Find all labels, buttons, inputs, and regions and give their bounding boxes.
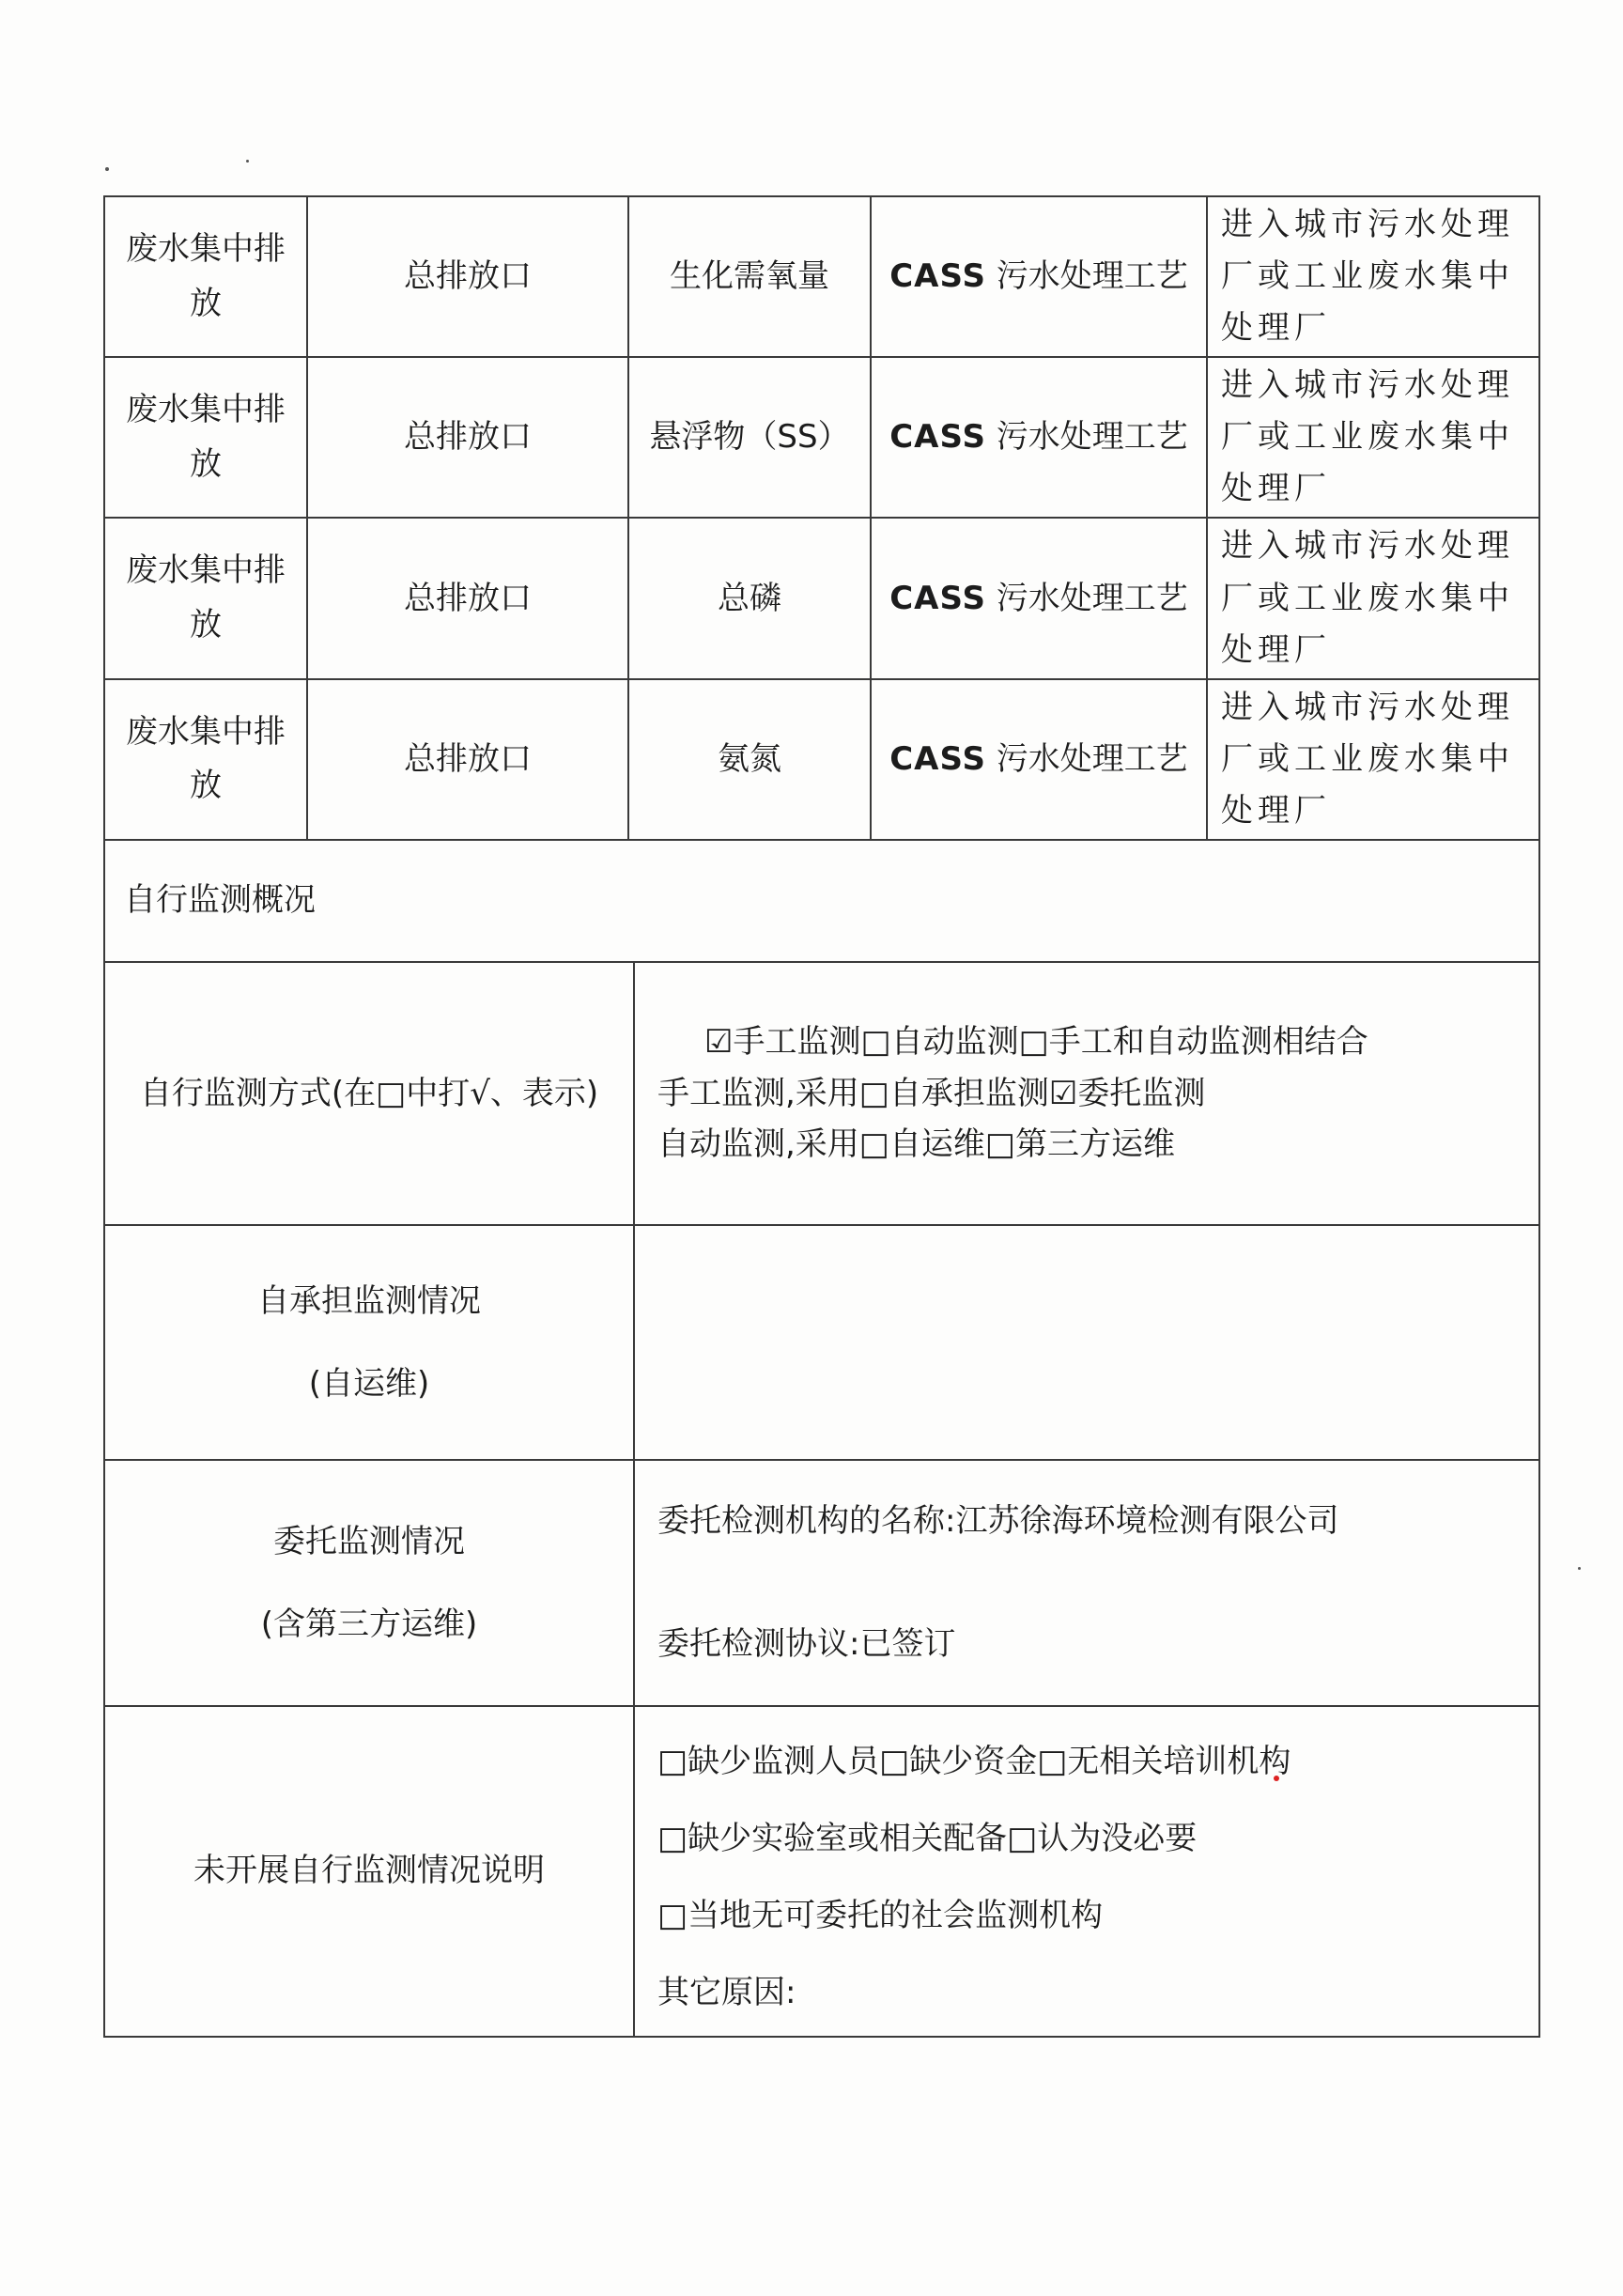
discharge-type-cell: 废水集中排放 [104, 357, 307, 518]
agency-line [657, 1497, 1516, 1545]
destination-cell: 进入城市污水处理厂或工业废水集中处理厂 [1207, 357, 1539, 518]
scan-speck [1578, 1567, 1581, 1570]
agency-name: 江苏徐海环境检测有限公司 [955, 1501, 1339, 1540]
self-undertaken-label-line: (自运维) [308, 1364, 430, 1403]
destination-cell: 进入城市污水处理厂或工业废水集中处理厂 [1207, 518, 1539, 678]
tech-name: 污水处理工艺 [996, 257, 1188, 296]
tech-code: CASS [889, 418, 986, 457]
not-conducted-reasons [634, 1706, 1539, 2037]
self-undertaken-value [634, 1225, 1539, 1460]
pollutant-cell: 生化需氧量 [628, 196, 871, 357]
tech-code: CASS [889, 257, 986, 296]
monitoring-sheet [103, 195, 1538, 2038]
commissioned-row [104, 1460, 1539, 1706]
not-conducted-label: 未开展自行监测情况说明 [104, 1706, 634, 2037]
treatment-tech-cell [871, 679, 1207, 840]
destination-cell: 进入城市污水处理厂或工业废水集中处理厂 [1207, 196, 1539, 357]
agreement-status: 已签订 [859, 1624, 956, 1663]
tech-name: 污水处理工艺 [996, 579, 1188, 617]
self-undertaken-row [104, 1225, 1539, 1460]
discharge-type-cell: 废水集中排放 [104, 679, 307, 840]
pollutant-cell: 氨氮 [628, 679, 871, 840]
agency-label: 委托检测机构的名称: [657, 1501, 956, 1540]
self-undertaken-label-line: 自承担监测情况 [257, 1281, 481, 1320]
treatment-tech-cell [871, 518, 1207, 678]
monitoring-method-label: 自行监测方式(在□中打√、表示) [104, 962, 634, 1225]
commissioned-label-line: 委托监测情况 [273, 1522, 465, 1560]
auto-method-option-line: 自动监测,采用□自运维□第三方运维 [657, 1125, 1176, 1164]
self-undertaken-label [104, 1225, 634, 1460]
reason-option-line: □当地无可委托的社会监测机构 [657, 1896, 1104, 1934]
method-option-line: ☑手工监测□自动监测□手工和自动监测相结合 [704, 1023, 1368, 1062]
treatment-tech-cell [871, 357, 1207, 518]
discharge-table [103, 195, 1540, 841]
reason-option-line: □缺少监测人员□缺少资金□无相关培训机构 [657, 1742, 1291, 1780]
discharge-type-cell: 废水集中排放 [104, 196, 307, 357]
discharge-row [104, 357, 1539, 518]
treatment-tech-cell [871, 196, 1207, 357]
outlet-cell: 总排放口 [307, 196, 628, 357]
scan-speck [105, 167, 109, 171]
outlet-cell: 总排放口 [307, 518, 628, 678]
discharge-row [104, 679, 1539, 840]
self-monitoring-table [103, 839, 1540, 2038]
section-title: 自行监测概况 [104, 840, 1539, 962]
not-conducted-row [104, 1706, 1539, 2037]
commissioned-label-line: (含第三方运维) [260, 1605, 478, 1643]
discharge-type-cell: 废水集中排放 [104, 518, 307, 678]
tech-name: 污水处理工艺 [996, 418, 1188, 457]
outlet-cell: 总排放口 [307, 679, 628, 840]
spacer [657, 1545, 1516, 1621]
discharge-row [104, 196, 1539, 357]
pollutant-cell: 总磷 [628, 518, 871, 678]
section-title-row [104, 840, 1539, 962]
tech-code: CASS [889, 739, 986, 778]
tech-name: 污水处理工艺 [996, 739, 1188, 778]
other-reason-line: 其它原因: [657, 1973, 796, 2011]
agreement-line [657, 1621, 1516, 1668]
tech-code: CASS [889, 579, 986, 617]
monitoring-method-row [104, 962, 1539, 1225]
commissioned-value [634, 1460, 1539, 1706]
agreement-label: 委托检测协议: [657, 1624, 860, 1663]
destination-cell: 进入城市污水处理厂或工业废水集中处理厂 [1207, 679, 1539, 840]
monitoring-method-options [634, 962, 1539, 1225]
pollutant-cell: 悬浮物（SS） [628, 357, 871, 518]
discharge-row [104, 518, 1539, 678]
commissioned-label [104, 1460, 634, 1706]
scan-speck [246, 160, 249, 163]
outlet-cell: 总排放口 [307, 357, 628, 518]
manual-method-option-line: 手工监测,采用□自承担监测☑委托监测 [657, 1074, 1206, 1112]
reason-option-line: □缺少实验室或相关配备□认为没必要 [657, 1819, 1198, 1857]
